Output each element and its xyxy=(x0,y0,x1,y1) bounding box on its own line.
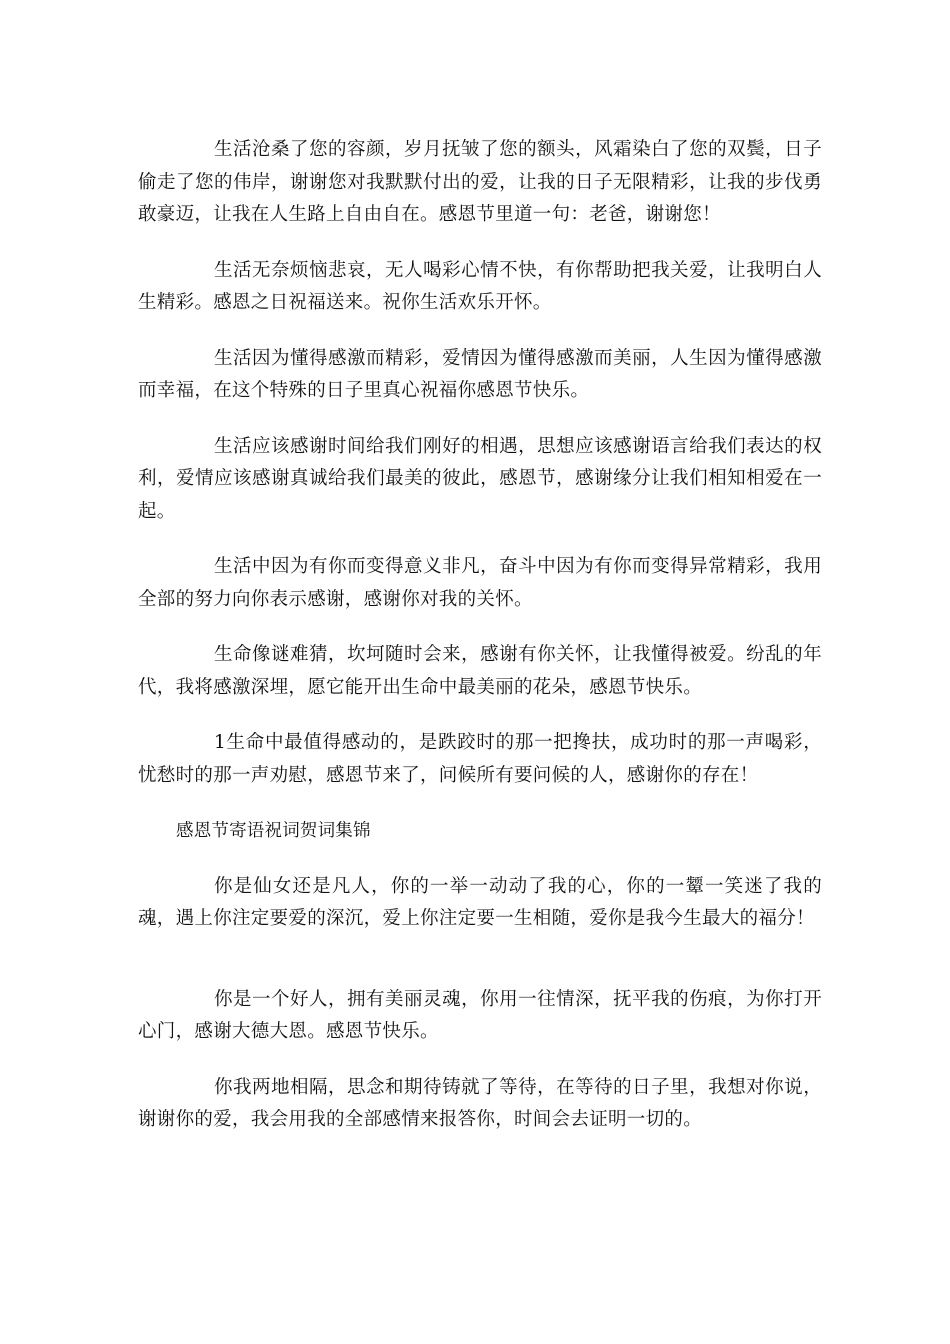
paragraph: 生活应该感谢时间给我们刚好的相遇，思想应该感谢语言给我们表达的权利，爱情应该感谢真诚给我们最美的彼此，感恩节，感谢缘分让我们相知相爱在一起。 xyxy=(138,435,822,522)
paragraph: 生活沧桑了您的容颜，岁月抚皱了您的额头，风霜染白了您的双鬓，日子偷走了您的伟岸，谢谢您对我默默付出的爱，让我的日子无限精彩，让我的步伐勇敢豪迈，让我在人生路上自由自在。感恩节里道一句：老爸，谢谢您！ xyxy=(138,139,822,225)
paragraph: 你我两地相隔，思念和期待铸就了等待，在等待的日子里，我想对你说，谢谢你的爱，我会用我的全部感情来报答你，时间会去证明一切的。 xyxy=(138,1076,822,1130)
paragraph: 你是一个好人，拥有美丽灵魂，你用一往情深，抚平我的伤痕，为你打开心门，感谢大德大恩。感恩节快乐。 xyxy=(138,988,822,1042)
document-body xyxy=(138,134,822,1137)
section-heading: 感恩节寄语祝词贺词集锦 xyxy=(176,821,371,841)
paragraph: 生活中因为有你而变得意义非凡，奋斗中因为有你而变得异常精彩，我用全部的努力向你表示感谢，感谢你对我的关怀。 xyxy=(138,556,822,610)
paragraph: 1生命中最值得感动的，是跌跤时的那一把搀扶，成功时的那一声喝彩，忧愁时的那一声劝慰，感恩节来了，问候所有要问候的人，感谢你的存在！ xyxy=(138,732,822,786)
paragraph: 生活因为懂得感激而精彩，爱情因为懂得感激而美丽，人生因为懂得感激而幸福，在这个特殊的日子里真心祝福你感恩节快乐。 xyxy=(138,347,822,401)
paragraph: 生命像谜难猜，坎坷随时会来，感谢有你关怀，让我懂得被爱。纷乱的年代，我将感激深埋，愿它能开出生命中最美丽的花朵，感恩节快乐。 xyxy=(138,644,822,698)
paragraph: 生活无奈烦恼悲哀，无人喝彩心情不快，有你帮助把我关爱，让我明白人生精彩。感恩之日祝福送来。祝你生活欢乐开怀。 xyxy=(138,259,822,313)
paragraph: 你是仙女还是凡人，你的一举一动动了我的心，你的一颦一笑迷了我的魂，遇上你注定要爱的深沉，爱上你注定要一生相随，爱你是我今生最大的福分！ xyxy=(138,875,822,929)
